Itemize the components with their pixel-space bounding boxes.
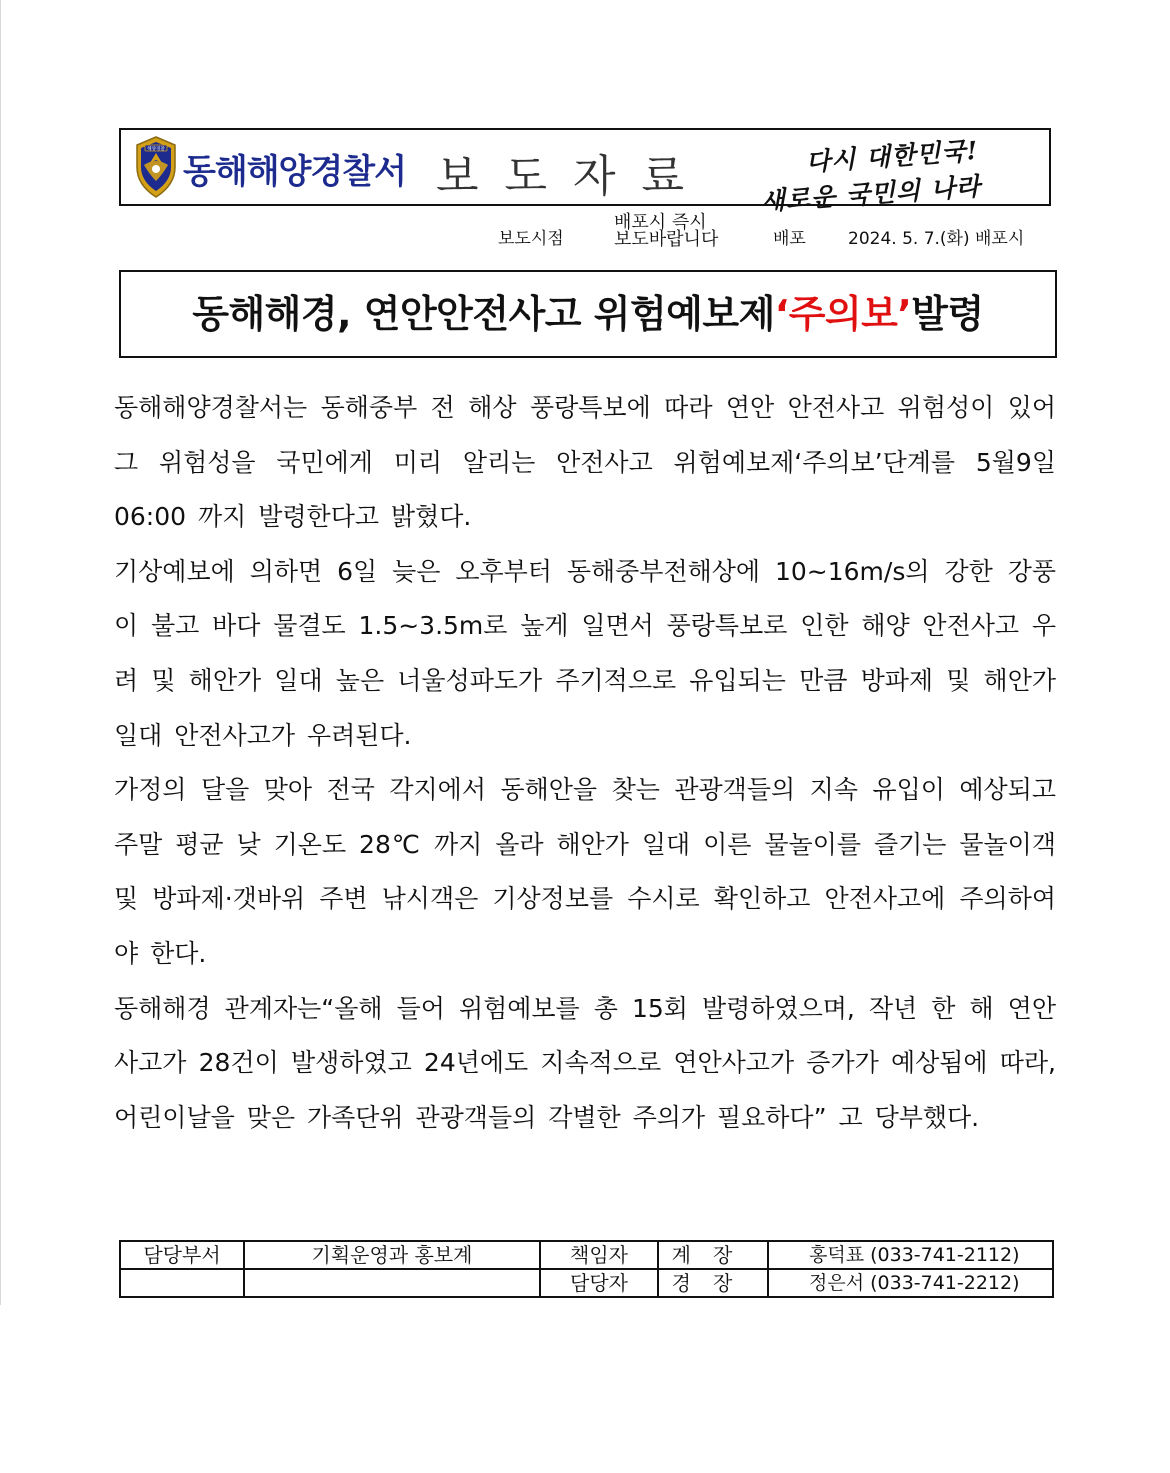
contact-label-cell: 담당자 xyxy=(540,1269,658,1297)
government-slogan xyxy=(757,126,1051,218)
headline-box xyxy=(119,270,1057,358)
headline-highlight: ‘주의보’ xyxy=(774,292,912,336)
slogan-line-1: 다시 대한민국! xyxy=(805,135,980,177)
contact-name-cell: 정은서 (033-741-2212) xyxy=(768,1269,1053,1297)
release-timing-line-1: 배포시 즉시 xyxy=(614,212,707,233)
release-timing-label: 보도시점 xyxy=(498,229,564,249)
dept-label-cell: 담당부서 xyxy=(120,1241,244,1269)
contact-rank-cell: 경장 xyxy=(658,1269,768,1297)
headline-prefix: 동해해경, 연안안전사고 위험예보제 xyxy=(192,292,775,336)
contact-table xyxy=(119,1240,1054,1298)
agency-name: 동해해양경찰서 xyxy=(183,152,406,192)
responsible-label-cell: 책임자 xyxy=(540,1241,658,1269)
distribution-label: 배포 xyxy=(773,229,806,249)
article-body xyxy=(114,381,1056,1145)
responsible-name-cell: 홍덕표 (033-741-2112) xyxy=(768,1241,1053,1269)
empty-cell xyxy=(244,1269,540,1297)
body-paragraph: 동해해양경찰서는 동해중부 전 해상 풍랑특보에 따라 연안 안전사고 위험성이 있어 그 위험성을 국민에게 미리 알리는 안전사고 위험예보제‘주의보’단계를 5월9일 06:00 까지 발령한다고 밝혔다. xyxy=(114,393,1056,532)
body-paragraph: 가정의 달을 맞아 전국 각지에서 동해안을 찾는 관광객들의 지속 유입이 예상되고 주말 평균 낮 기온도 28℃ 까지 올라 해안가 일대 이른 물놀이를 즐기는 물놀이객 및 방파제·갯바위 주변 낚시객은 기상정보를 수시로 확인하고 안전사고에 주의하여야 한다. xyxy=(114,775,1056,968)
body-paragraph: 기상예보에 의하면 6일 늦은 오후부터 동해중부전해상에 10~16m/s의 강한 강풍이 불고 바다 물결도 1.5~3.5m로 높게 일면서 풍랑특보로 인한 해양 안전사고 우려 및 해안가 일대 높은 너울성파도가 주기적으로 유입되는 만큼 방파제 및 해안가 일대 안전사고가 우려된다. xyxy=(114,556,1056,750)
release-timing-value xyxy=(614,214,718,248)
headline-suffix: 발령 xyxy=(911,292,984,336)
release-info-row xyxy=(0,214,1170,254)
coast-guard-emblem-icon xyxy=(131,135,181,199)
slogan-line-2: 새로운 국민의 나라 xyxy=(759,171,982,217)
responsible-rank-cell: 계장 xyxy=(658,1241,768,1269)
document-type-title: 보도자료 xyxy=(436,151,711,202)
press-release-header xyxy=(119,128,1051,217)
release-timing-line-2: 보도바랍니다 xyxy=(614,229,719,250)
table-row xyxy=(120,1241,1053,1269)
page-edge-rule xyxy=(0,0,1,1305)
empty-cell xyxy=(120,1269,244,1297)
emblem-text: 해양경찰 xyxy=(147,147,165,152)
distribution-date: 2024. 5. 7.(화) 배포시 xyxy=(848,229,1025,249)
table-row xyxy=(120,1269,1053,1297)
body-paragraph: 동해해경 관계자는“올해 들어 위험예보를 총 15회 발령하였으며, 작년 한 해 연안사고가 28건이 발생하였고 24년에도 지속적으로 연안사고가 증가가 예상됨에 따라, 어린이날을 맞은 가족단위 관광객들의 각별한 주의가 필요하다” 고 당부했다. xyxy=(114,993,1056,1132)
dept-value-cell: 기획운영과 홍보계 xyxy=(244,1241,540,1269)
